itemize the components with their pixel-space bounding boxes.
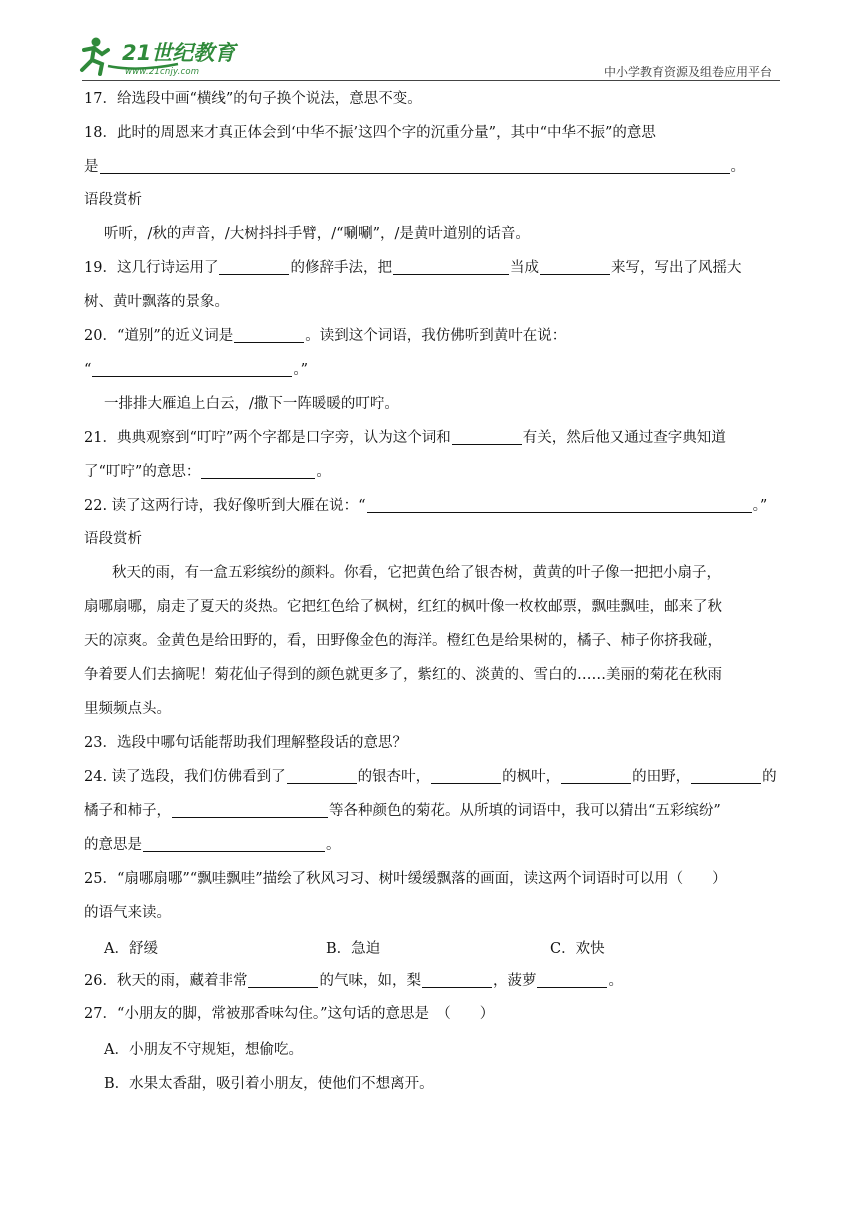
- logo-url: www.21cnjy.com: [125, 67, 200, 77]
- answer-blank[interactable]: [287, 769, 357, 784]
- question-17: 17．给选段中画“横线”的句子换个说法，意思不变。: [84, 91, 422, 107]
- answer-blank[interactable]: [201, 464, 315, 479]
- section-title-2: 语段赏析: [84, 531, 142, 547]
- answer-blank[interactable]: [452, 430, 522, 445]
- question-18: 18．此时的周恩来才真正体会到‘中华不振’这四个字的沉重分量”，其中“中华不振”的意思: [84, 125, 656, 141]
- answer-blank[interactable]: [219, 260, 289, 275]
- answer-blank[interactable]: [540, 260, 610, 275]
- answer-blank[interactable]: [561, 769, 631, 784]
- passage-line-5: 里频频点头。: [84, 701, 171, 717]
- option-b[interactable]: B．水果太香甜，吸引着小朋友，使他们不想离开。: [104, 1076, 434, 1092]
- answer-blank[interactable]: [234, 328, 304, 343]
- answer-blank[interactable]: [431, 769, 501, 784]
- question-25: 25．“扇哪扇哪”“飘哇飘哇”描绘了秋风习习、树叶缓缓飘落的画面，读这两个词语时可以用（ ）: [84, 871, 727, 887]
- question-18-answer-line: 是 。: [84, 159, 745, 175]
- passage-line-3: 天的凉爽。金黄色是给田野的，看，田野像金色的海洋。橙红色是给果树的，橘子、柿子你挤我碰，: [84, 633, 722, 649]
- question-19: 19．这几行诗运用了 的修辞手法，把 当成 来写，写出了风摇大: [84, 260, 742, 276]
- passage-line-2: 扇哪扇哪，扇走了夏天的炎热。它把红色给了枫树，红红的枫叶像一枚枚邮票，飘哇飘哇，邮来了秋: [84, 599, 722, 615]
- question-20: 20．“道别”的近义词是 。读到这个词语，我仿佛听到黄叶在说：: [84, 328, 567, 344]
- header-divider: [82, 80, 780, 81]
- question-27: 27．“小朋友的脚，常被那香味勾住。”这句话的意思是 （ ）: [84, 1006, 495, 1022]
- platform-title: 中小学教育资源及组卷应用平台: [603, 65, 772, 79]
- logo: [78, 36, 248, 80]
- logo-text: 21世纪教育: [122, 41, 236, 65]
- question-24: 24. 读了选段，我们仿佛看到了 的银杏叶， 的枫叶， 的田野， 的: [84, 769, 777, 785]
- question-24-cont: 橘子和柿子， 等各种颜色的菊花。从所填的词语中，我可以猜出“五彩缤纷”: [84, 803, 721, 819]
- answer-blank[interactable]: [422, 973, 492, 988]
- passage-line-4: 争着要人们去摘呢！菊花仙子得到的颜色就更多了，紫红的、淡黄的、雪白的……美丽的菊花在秋雨: [84, 667, 722, 683]
- answer-blank[interactable]: [248, 973, 318, 988]
- question-20-answer-line: “ 。”: [84, 362, 309, 378]
- option-a[interactable]: A．舒缓: [104, 941, 158, 957]
- answer-blank[interactable]: [92, 362, 292, 377]
- question-26: 26．秋天的雨，藏着非常 的气味，如，梨 ，菠萝 。: [84, 973, 623, 989]
- question-21: 21．典典观察到“叮咛”两个字都是口字旁，认为这个词和 有关，然后他又通过查字典知道: [84, 430, 726, 446]
- question-21-cont: 了“叮咛”的意思： 。: [84, 464, 331, 480]
- option-b[interactable]: B．急迫: [326, 941, 381, 957]
- answer-blank[interactable]: [143, 837, 325, 852]
- question-19-cont: 树、黄叶飘落的景象。: [84, 294, 229, 310]
- option-a[interactable]: A．小朋友不守规矩，想偷吃。: [104, 1042, 303, 1058]
- passage-line-1: 秋天的雨，有一盒五彩缤纷的颜料。你看，它把黄色给了银杏树，黄黄的叶子像一把把小扇子，: [112, 565, 721, 581]
- answer-blank[interactable]: [537, 973, 607, 988]
- answer-blank[interactable]: [691, 769, 761, 784]
- poem-text: 听听，/秋的声音，/大树抖抖手臂，/“唰唰”，/是黄叶道别的话音。: [104, 226, 530, 242]
- question-25-cont: 的语气来读。: [84, 905, 171, 921]
- question-24-cont-2: 的意思是 。: [84, 837, 341, 853]
- question-23: 23．选段中哪句话能帮助我们理解整段话的意思？: [84, 735, 407, 751]
- answer-blank[interactable]: [367, 498, 752, 513]
- option-c[interactable]: C．欢快: [550, 941, 605, 957]
- poem-text-2: 一排排大雁追上白云，/撒下一阵暖暖的叮咛。: [104, 396, 399, 412]
- question-22: 22. 读了这两行诗，我好像听到大雁在说：“ 。”: [84, 498, 768, 514]
- answer-blank[interactable]: [100, 159, 730, 174]
- answer-blank[interactable]: [393, 260, 509, 275]
- page-header: [0, 0, 860, 90]
- answer-blank[interactable]: [172, 803, 328, 818]
- section-title: 语段赏析: [84, 192, 142, 208]
